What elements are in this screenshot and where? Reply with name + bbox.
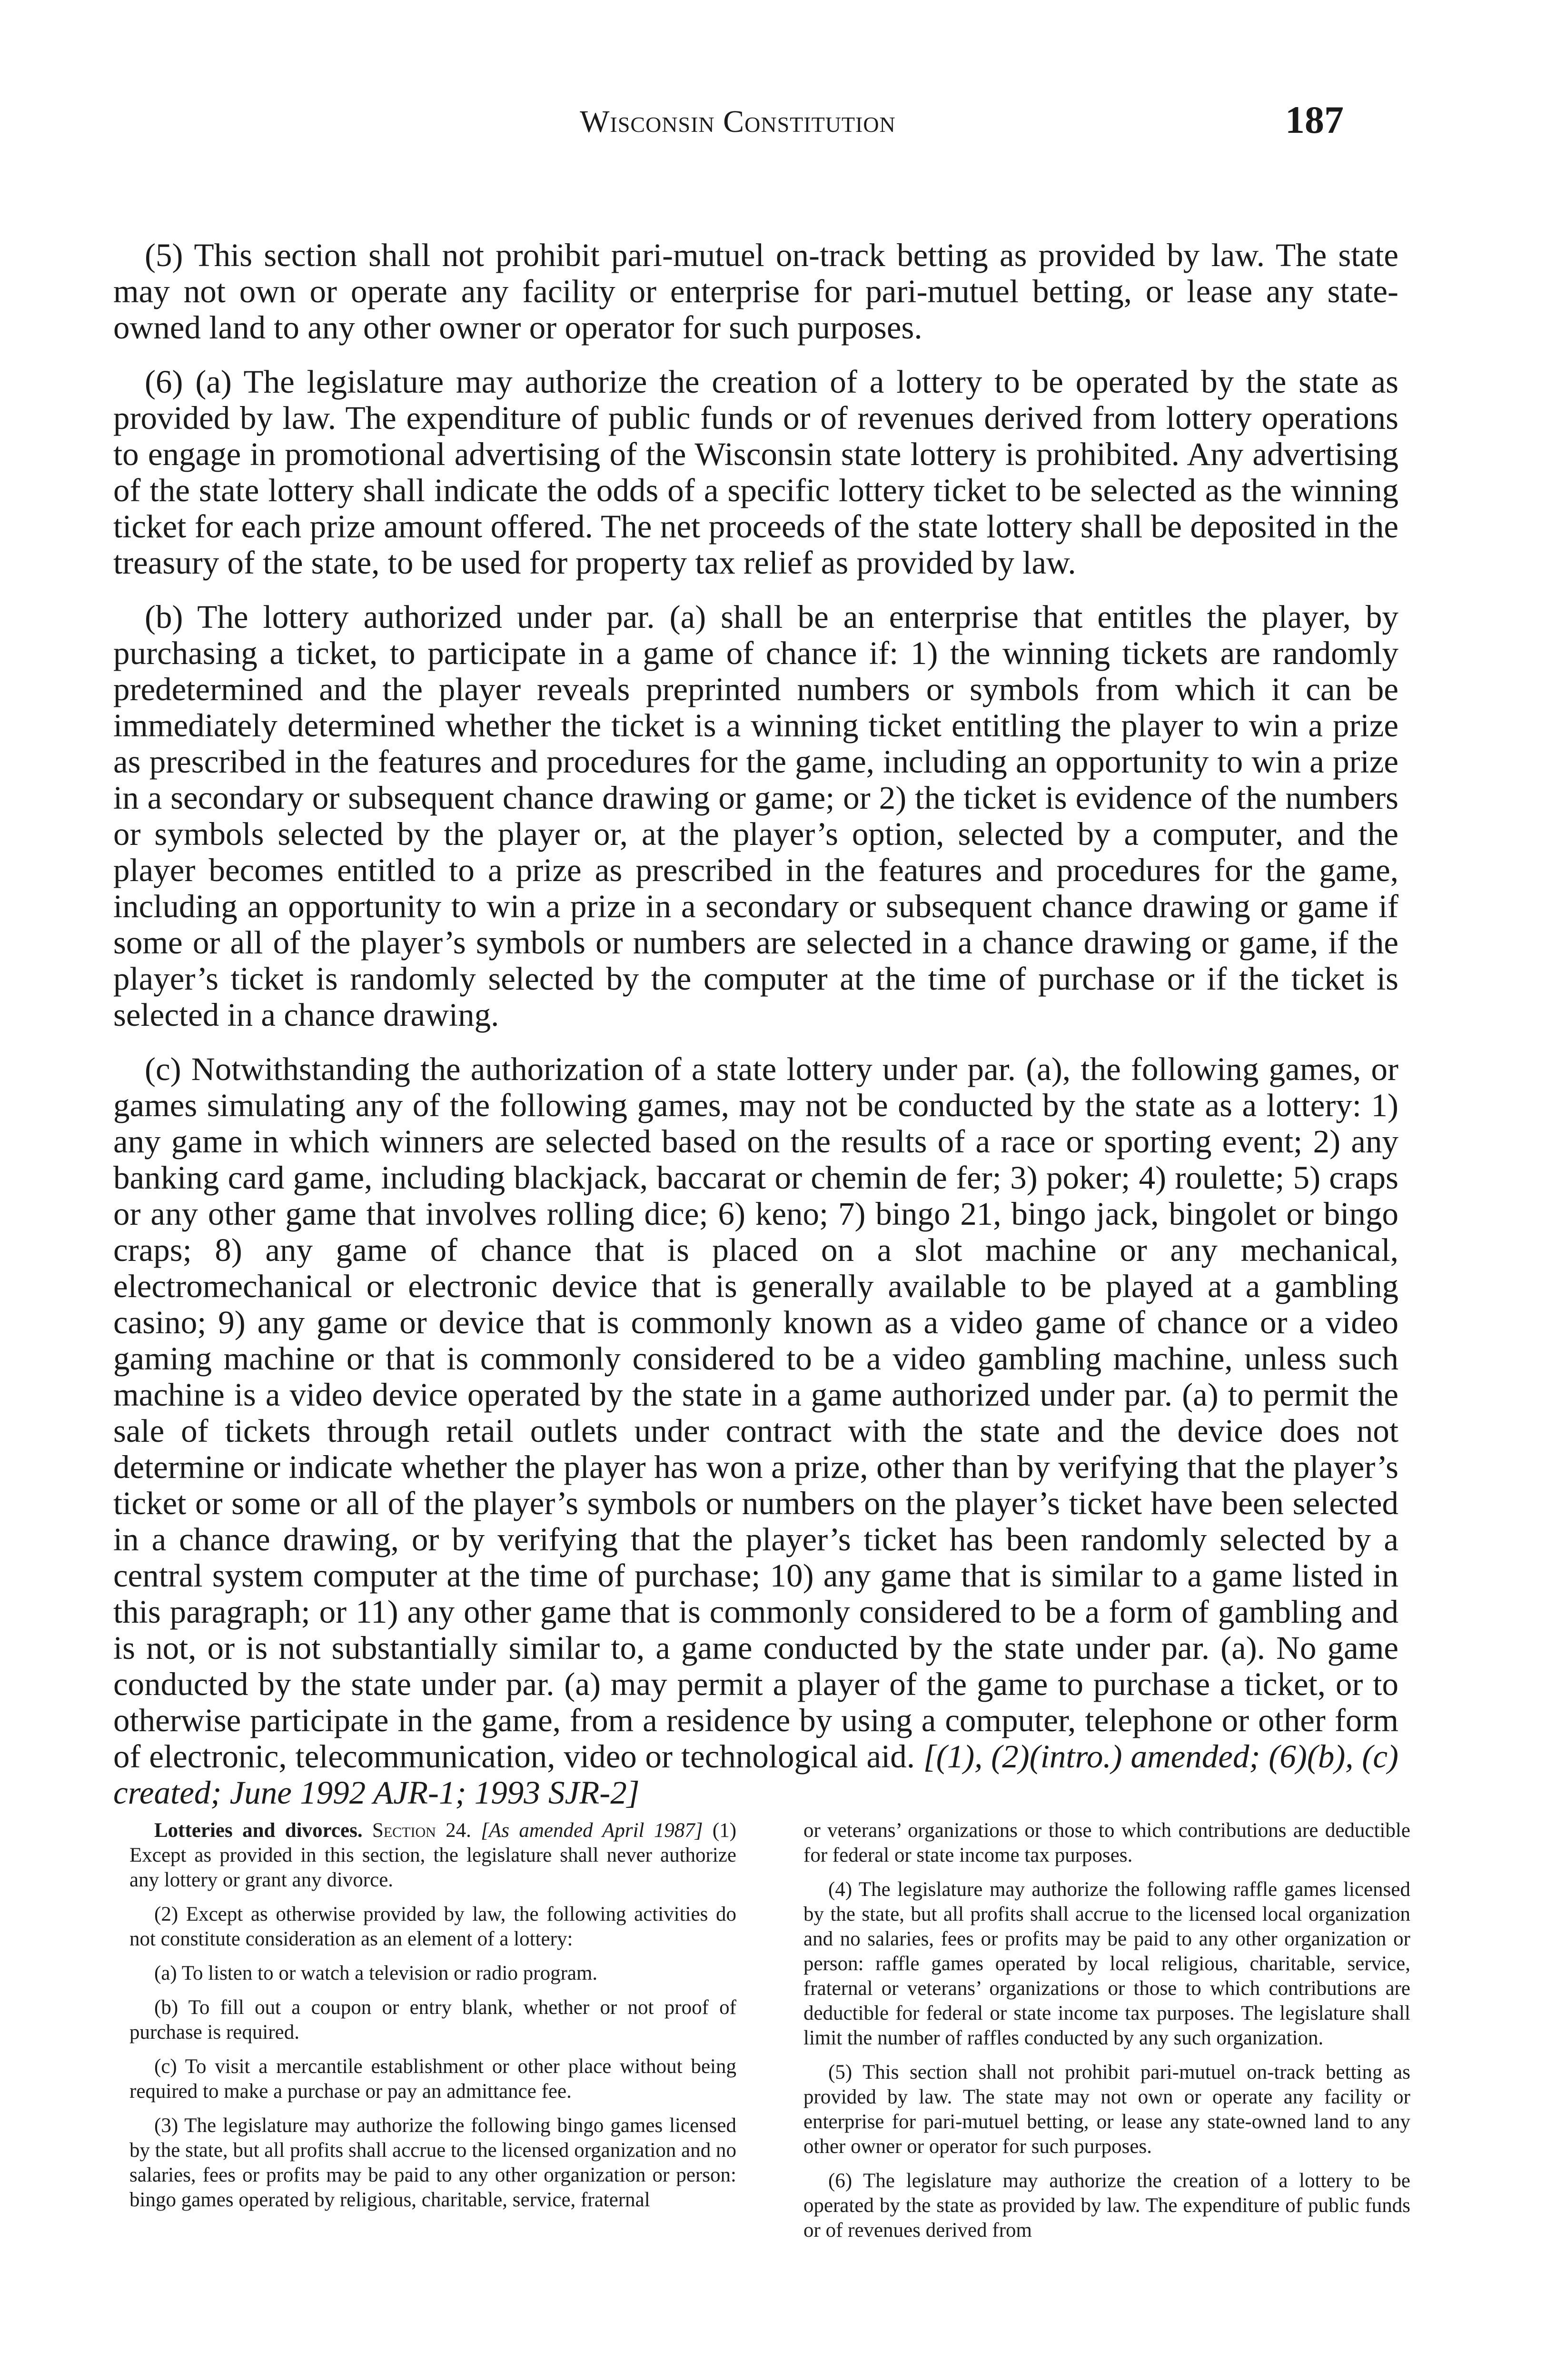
running-head (524, 104, 952, 140)
section-24-p2a: (a) To listen to or watch a television or radio program. (154, 1962, 598, 1984)
paragraph-6a: (6) (a) The legislature may authorize the creation of a lottery to be operated by the state as provided by law. The expenditure of public funds or of revenues derived from lottery operations to engage in promotional advertising of the Wisconsin state lottery is prohibited. Any advertising of the state lottery shall indicate the odds of a specific lottery ticket to be selected as the winning ticket for each prize amount offered. The net proceeds of the state lottery shall be deposited in the treasury of the state, to be used for property tax relief as provided by law. (113, 364, 1398, 581)
amend-note: [As amended April 1987] (481, 1819, 703, 1842)
section-24-p1: (1) Except as provided in this section, the legislature shall never authorize any lottery or grant any divorce. (129, 1819, 737, 1891)
section-24-p2b: (b) To fill out a coupon or entry blank, whether or not proof of purchase is required. (129, 1996, 736, 2043)
section-24-p6: (6) The legislature may authorize the creation of a lottery to be operated by the state as provided by law. The expenditure of public funds or of revenues derived from (803, 2170, 1410, 2241)
page-number: 187 (1285, 98, 1344, 141)
section-label: Section 24. (372, 1819, 471, 1842)
running-head-title: Wisconsin Constitution (580, 104, 896, 139)
section-24-p3: (3) The legislature may authorize the following bingo games licensed by the state, but all profits shall accrue to the licensed organization and no salaries, fees or profits may be paid to any other organization or person: bingo games operated by religious, charitable, service, fraternal (129, 2114, 736, 2211)
main-text (113, 237, 1398, 1811)
section-24-p3-continued: or veterans’ organizations or those to which contributions are deductible for federal or state income tax purposes. (803, 1819, 1410, 1866)
section-24-p2c: (c) To visit a mercantile establishment or other place without being required to make a purchase or pay an admittance fee. (129, 2055, 736, 2102)
left-column (129, 1818, 736, 2222)
right-column (803, 1818, 1410, 2252)
paragraph-6b: (b) The lottery authorized under par. (a) shall be an enterprise that entitles the player, by purchasing a ticket, to participate in a game of chance if: 1) the winning tickets are randomly predetermined and the player reveals preprinted numbers or symbols from which it can be immediately determined whether the ticket is a winning ticket entitling the player to win a prize as prescribed in the features and procedures for the game, including an opportunity to win a prize in a secondary or subsequent chance drawing or game; or 2) the ticket is evidence of the numbers or symbols selected by the player or, at the player’s option, selected by a computer, and the player becomes entitled to a prize as prescribed in the features and procedures for the game, including an opportunity to win a prize in a secondary or subsequent chance drawing or game if some or all of the player’s symbols or numbers are selected in a chance drawing or game, if the player’s ticket is randomly selected by the computer at the time of purchase or if the ticket is selected in a chance drawing. (113, 599, 1398, 1033)
section-heading: Lotteries and divorces. (154, 1819, 363, 1842)
paragraph-5: (5) This section shall not prohibit pari-mutuel on-track betting as provided by law. The state may not own or operate any facility or enterprise for pari-mutuel betting, or lease any state-owned land to any other owner or operator for such purposes. (113, 237, 1398, 346)
section-24-intro (129, 1818, 736, 1893)
section-24-p4: (4) The legislature may authorize the following raffle games licensed by the state, but all profits shall accrue to the licensed local organization and no salaries, fees or profits may be paid to any other organization or person: raffle games operated by local religious, charitable, service, fraternal or veterans’ organizations or those to which contributions are deductible for federal or state income tax purposes. The legislature shall limit the number of raffles conducted by any such organization. (803, 1878, 1410, 2049)
history-note: [(1), (2)(intro.) amended; (6)(b), (c) created; June 1992 AJR-1; 1993 SJR-2] (113, 1738, 1398, 1811)
section-24-p2: (2) Except as otherwise provided by law, the following activities do not constitute consideration as an element of a lottery: (129, 1903, 736, 1950)
section-24-p5: (5) This section shall not prohibit pari-mutuel on-track betting as provided by law. The state may not own or operate any facility or enterprise for pari-mutuel betting, or lease any state-owned land to any other owner or operator for such purposes. (803, 2061, 1410, 2158)
paragraph-6c (113, 1051, 1398, 1811)
paragraph-6c-text: (c) Notwithstanding the authorization of a state lottery under par. (a), the following games, or games simulating any of the following games, may not be conducted by the state as a lottery: 1) any game in which winners are selected based on the results of a race or sporting event; 2) any banking card game, including blackjack, baccarat or chemin de fer; 3) poker; 4) roulette; 5) craps or any other game that involves rolling dice; 6) keno; 7) bingo 21, bingo jack, bingolet or bingo craps; 8) any game of chance that is placed on a slot machine or any mechanical, electromechanical or electronic device that is generally available to be played at a gambling casino; 9) any game or device that is commonly known as a video game of chance or a video gaming machine or that is commonly considered to be a video gambling machine, unless such machine is a video device operated by the state in a game authorized under par. (a) to permit the sale of tickets through retail outlets under contract with the state and the device does not determine or indicate whether the player has won a prize, other than by verifying that the player’s ticket or some or all of the player’s symbols or numbers on the player’s ticket have been selected in a chance drawing, or by verifying that the player’s ticket has been randomly selected by a central system computer at the time of purchase; 10) any game that is similar to a game listed in this paragraph; or 11) any other game that is commonly considered to be a form of gambling and is not, or is not substantially similar to, a game conducted by the state under par. (a). No game conducted by the state under par. (a) may permit a player of the game to purchase a ticket, or to otherwise participate in the game, from a residence by using a computer, telephone or other form of electronic, telecommunication, video or technological aid. (113, 1051, 1398, 1775)
